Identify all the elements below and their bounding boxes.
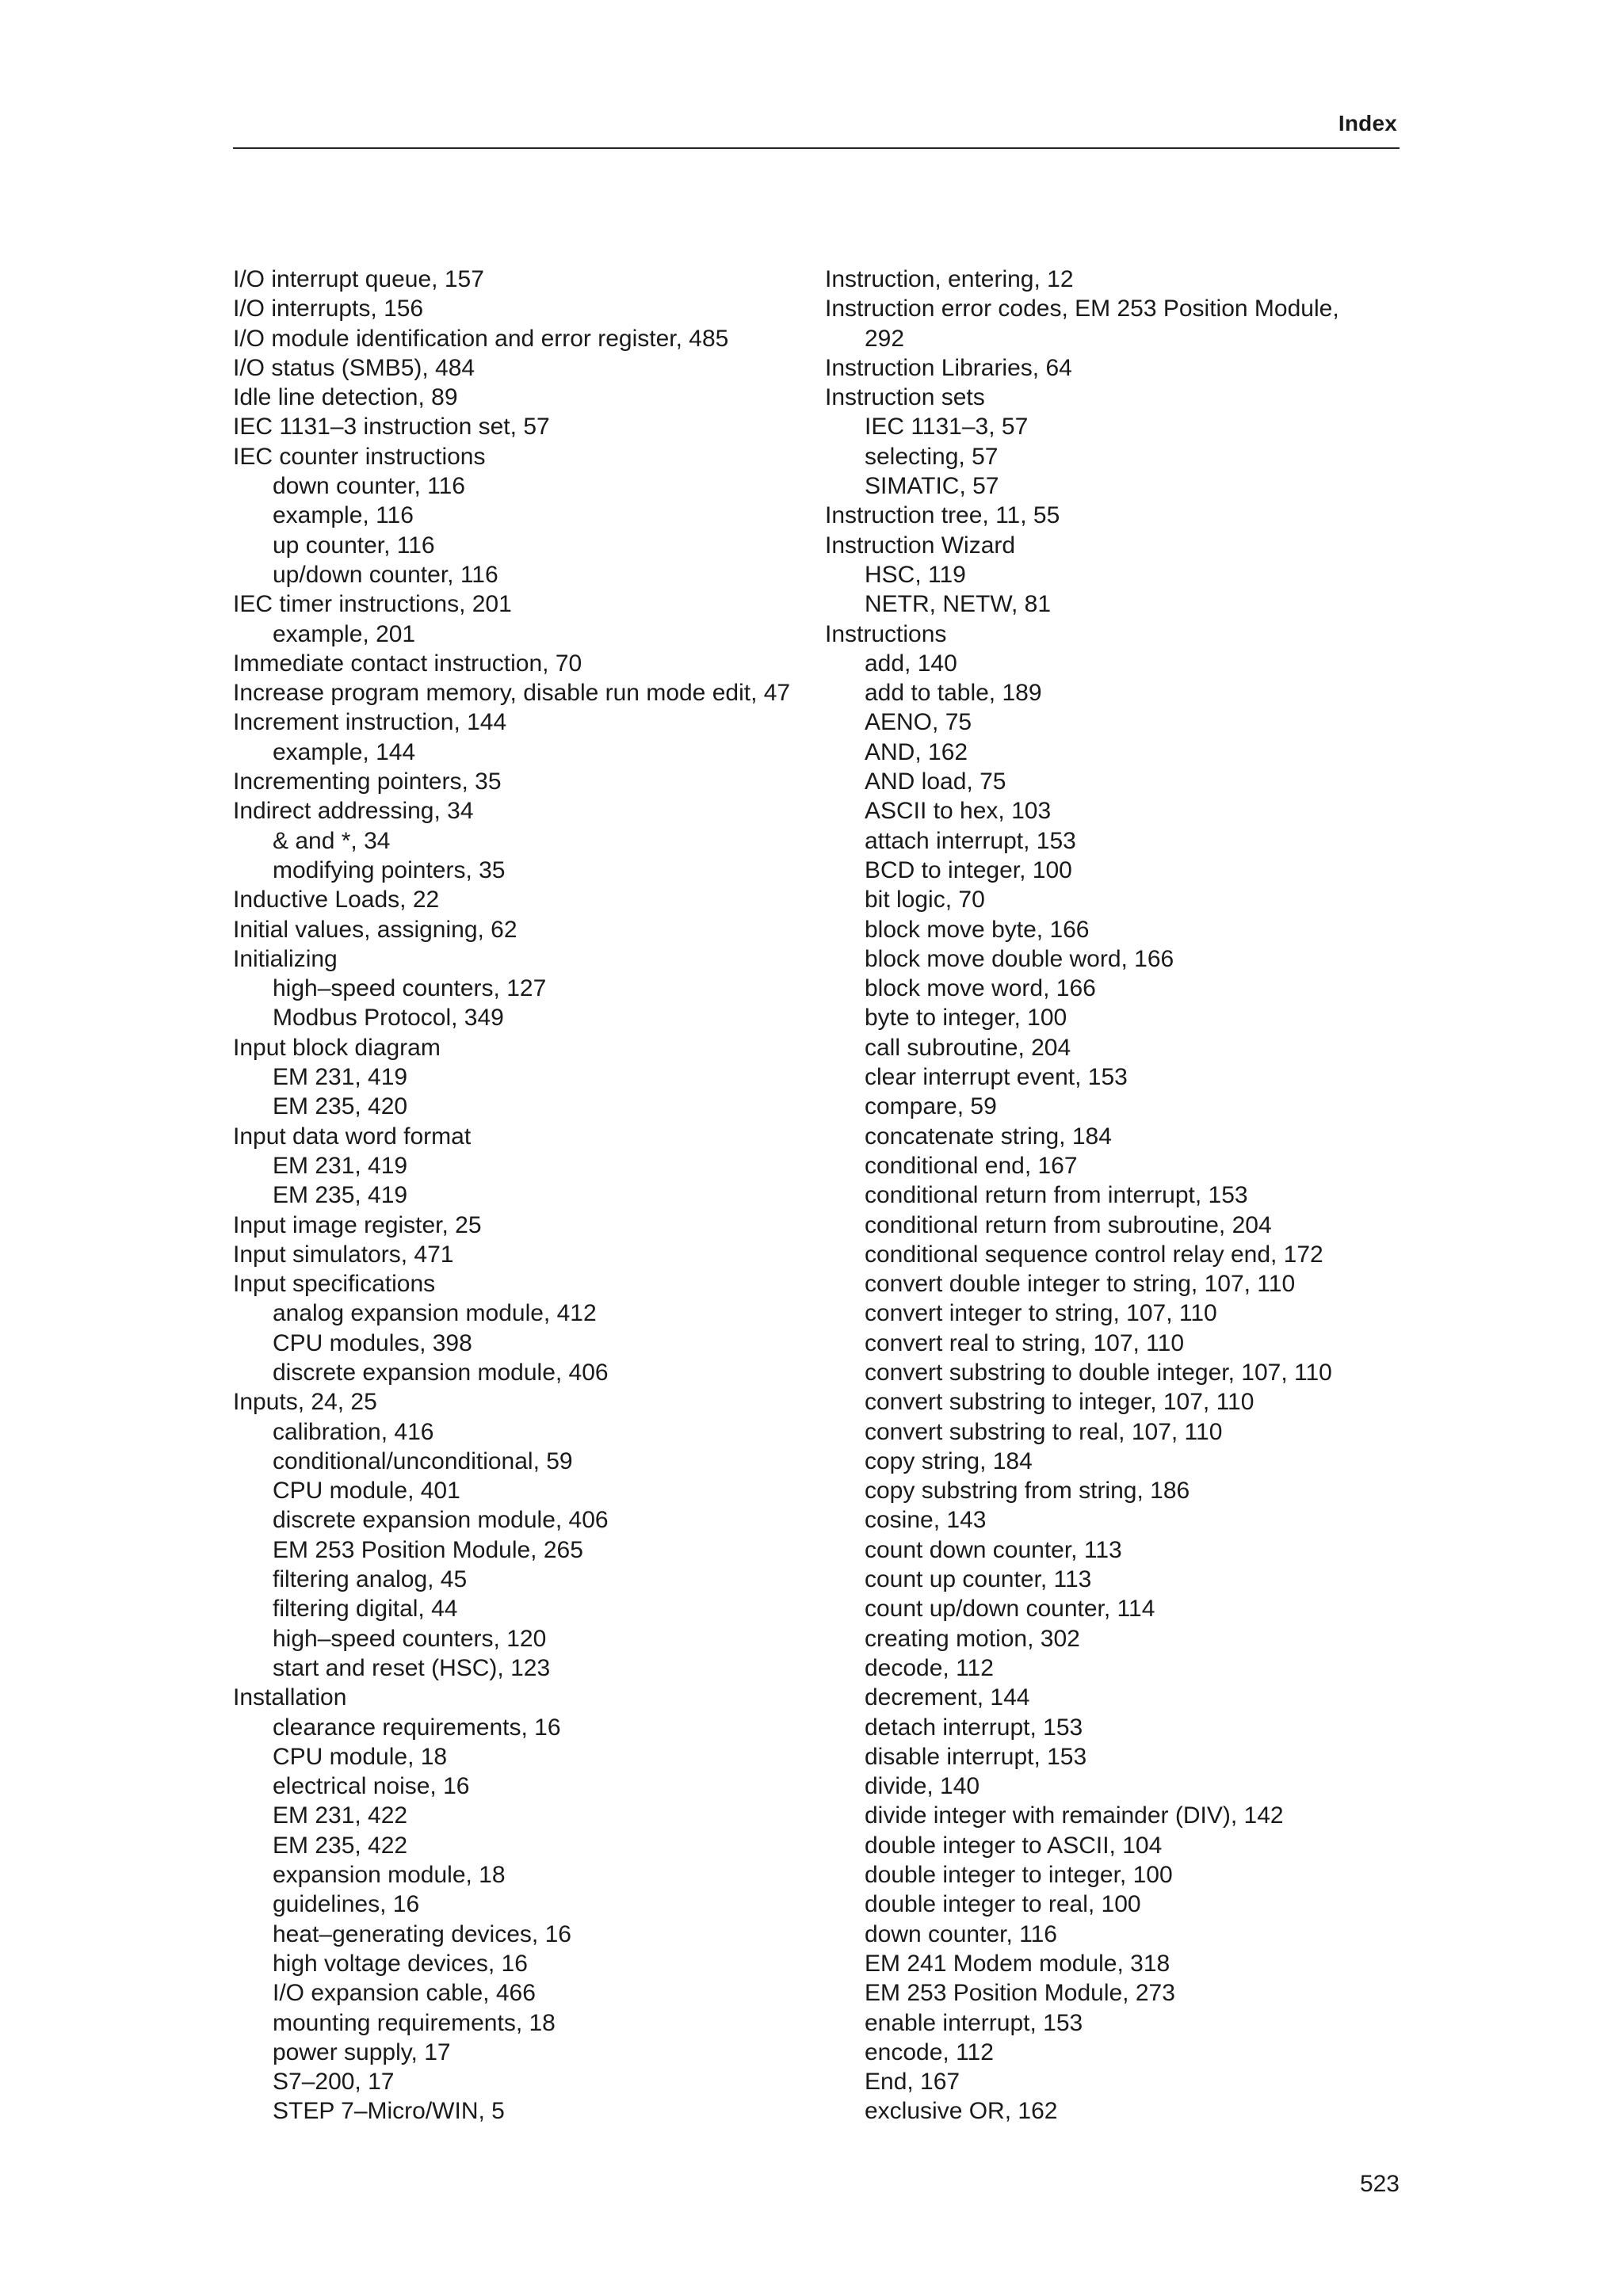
index-subentry: EM 253 Position Module, 273 (865, 1980, 1175, 2007)
page-number: 523 (1359, 2171, 1400, 2197)
index-subentry: AND load, 75 (865, 769, 1006, 795)
index-subentry: EM 241 Modem module, 318 (865, 1950, 1170, 1977)
index-subentry: block move byte, 166 (865, 916, 1090, 943)
index-subentry: EM 231, 419 (273, 1064, 408, 1091)
index-entry: Installation (233, 1684, 347, 1711)
index-subentry: SIMATIC, 57 (865, 473, 999, 500)
index-subentry: filtering digital, 44 (273, 1596, 458, 1623)
index-entry: Incrementing pointers, 35 (233, 769, 502, 795)
index-subentry: copy substring from string, 186 (865, 1478, 1190, 1505)
index-subentry: call subroutine, 204 (865, 1034, 1071, 1061)
index-subentry: ASCII to hex, 103 (865, 798, 1052, 825)
index-subentry: electrical noise, 16 (273, 1773, 470, 1800)
index-entry: Instruction, entering, 12 (825, 266, 1074, 292)
index-subentry: EM 231, 419 (273, 1152, 408, 1179)
index-entry: I/O module identification and error register, 485 (233, 325, 729, 352)
index-subentry: up/down counter, 116 (273, 561, 498, 588)
index-subentry: conditional sequence control relay end, 172 (865, 1241, 1323, 1268)
index-subentry: power supply, 17 (273, 2039, 451, 2065)
index-subentry: clearance requirements, 16 (273, 1714, 561, 1741)
index-subentry: convert integer to string, 107, 110 (865, 1300, 1217, 1327)
index-subentry: EM 253 Position Module, 265 (273, 1536, 583, 1563)
index-subentry: HSC, 119 (865, 561, 966, 588)
index-subentry: EM 231, 422 (273, 1802, 408, 1829)
index-subentry: concatenate string, 184 (865, 1123, 1112, 1150)
index-entry: Increase program memory, disable run mode edit, 47 (233, 680, 791, 707)
index-subentry: attach interrupt, 153 (865, 827, 1076, 854)
index-entry: Instruction Libraries, 64 (825, 354, 1072, 381)
index-subentry: decode, 112 (865, 1654, 994, 1681)
index-subentry: example, 201 (273, 620, 416, 647)
index-subentry: detach interrupt, 153 (865, 1714, 1083, 1741)
index-entry: Input simulators, 471 (233, 1241, 454, 1268)
index-subentry: mounting requirements, 18 (273, 2009, 556, 2036)
index-subentry: disable interrupt, 153 (865, 1743, 1087, 1770)
index-entry: Input specifications (233, 1271, 436, 1298)
index-subentry: enable interrupt, 153 (865, 2009, 1083, 2036)
index-entry: I/O status (SMB5), 484 (233, 354, 475, 381)
index-subentry: EM 235, 422 (273, 1832, 408, 1859)
index-entry: Instructions (825, 620, 947, 647)
index-subentry: CPU module, 18 (273, 1743, 448, 1770)
index-subentry: double integer to real, 100 (865, 1891, 1141, 1918)
index-subentry: AENO, 75 (865, 709, 972, 736)
index-subentry: block move double word, 166 (865, 945, 1174, 972)
index-entry: Input image register, 25 (233, 1211, 482, 1238)
index-subentry: creating motion, 302 (865, 1625, 1080, 1652)
index-subentry: 292 (865, 325, 905, 352)
index-subentry: heat–generating devices, 16 (273, 1920, 571, 1947)
index-subentry: example, 144 (273, 738, 416, 765)
index-subentry: I/O expansion cable, 466 (273, 1980, 536, 2007)
index-subentry: conditional end, 167 (865, 1152, 1078, 1179)
index-entry: I/O interrupt queue, 157 (233, 266, 484, 292)
header-rule (233, 147, 1400, 149)
index-subentry: add to table, 189 (865, 680, 1042, 707)
index-subentry: S7–200, 17 (273, 2069, 395, 2096)
index-subentry: convert double integer to string, 107, 110 (865, 1271, 1296, 1298)
index-subentry: discrete expansion module, 406 (273, 1359, 609, 1386)
index-subentry: conditional return from subroutine, 204 (865, 1211, 1272, 1238)
index-subentry: up counter, 116 (273, 532, 435, 559)
index-entry: IEC 1131–3 instruction set, 57 (233, 414, 550, 441)
index-subentry: clear interrupt event, 153 (865, 1064, 1128, 1091)
index-entry: IEC counter instructions (233, 443, 486, 470)
index-entry: Initializing (233, 945, 338, 972)
index-subentry: count down counter, 113 (865, 1536, 1122, 1563)
index-entry: Instruction sets (825, 384, 985, 411)
index-column-right (825, 265, 1411, 2126)
index-subentry: double integer to ASCII, 104 (865, 1832, 1163, 1859)
index-entry: I/O interrupts, 156 (233, 296, 424, 322)
index-subentry: CPU modules, 398 (273, 1329, 472, 1356)
index-subentry: BCD to integer, 100 (865, 856, 1072, 883)
index-subentry: high–speed counters, 120 (273, 1625, 547, 1652)
index-subentry: selecting, 57 (865, 443, 999, 470)
index-subentry: compare, 59 (865, 1093, 997, 1120)
index-entry: Initial values, assigning, 62 (233, 916, 517, 943)
index-subentry: count up counter, 113 (865, 1566, 1092, 1593)
index-subentry: add, 140 (865, 650, 957, 677)
index-subentry: exclusive OR, 162 (865, 2098, 1058, 2125)
index-subentry: start and reset (HSC), 123 (273, 1654, 551, 1681)
index-entry: Inductive Loads, 22 (233, 887, 440, 913)
index-subentry: IEC 1131–3, 57 (865, 414, 1029, 441)
index-subentry: divide integer with remainder (DIV), 142 (865, 1802, 1284, 1829)
index-subentry: AND, 162 (865, 738, 968, 765)
index-entry: IEC timer instructions, 201 (233, 591, 512, 618)
index-subentry: double integer to integer, 100 (865, 1862, 1173, 1889)
index-subentry: STEP 7–Micro/WIN, 5 (273, 2098, 505, 2125)
index-subentry: CPU module, 401 (273, 1478, 460, 1505)
index-entry: Immediate contact instruction, 70 (233, 650, 582, 677)
index-subentry: EM 235, 419 (273, 1182, 408, 1209)
index-column-left (233, 265, 819, 2126)
index-subentry: decrement, 144 (865, 1684, 1030, 1711)
index-subentry: block move word, 166 (865, 975, 1096, 1002)
index-subentry: calibration, 416 (273, 1418, 434, 1445)
index-subentry: down counter, 116 (273, 473, 465, 500)
index-entry: Inputs, 24, 25 (233, 1389, 377, 1416)
index-subentry: convert substring to double integer, 107, 110 (865, 1359, 1332, 1386)
index-entry: Input data word format (233, 1123, 472, 1150)
index-subentry: EM 235, 420 (273, 1093, 408, 1120)
index-entry: Indirect addressing, 34 (233, 798, 474, 825)
index-subentry: convert substring to real, 107, 110 (865, 1418, 1223, 1445)
index-entry: Instruction Wizard (825, 532, 1016, 559)
running-header-title: Index (1338, 111, 1397, 135)
index-subentry: example, 116 (273, 502, 414, 529)
index-subentry: conditional/unconditional, 59 (273, 1447, 573, 1474)
index-subentry: bit logic, 70 (865, 887, 985, 913)
index-subentry: high voltage devices, 16 (273, 1950, 528, 1977)
index-subentry: down counter, 116 (865, 1920, 1057, 1947)
index-subentry: analog expansion module, 412 (273, 1300, 597, 1327)
index-subentry: guidelines, 16 (273, 1891, 420, 1918)
index-subentry: End, 167 (865, 2069, 960, 2096)
index-entry: Increment instruction, 144 (233, 709, 507, 736)
index-subentry: byte to integer, 100 (865, 1005, 1067, 1032)
index-subentry: copy string, 184 (865, 1447, 1033, 1474)
index-subentry: count up/down counter, 114 (865, 1596, 1155, 1623)
index-subentry: filtering analog, 45 (273, 1566, 468, 1593)
index-subentry: modifying pointers, 35 (273, 856, 506, 883)
index-subentry: conditional return from interrupt, 153 (865, 1182, 1248, 1209)
index-subentry: divide, 140 (865, 1773, 980, 1800)
index-subentry: discrete expansion module, 406 (273, 1507, 609, 1534)
index-entry: Idle line detection, 89 (233, 384, 458, 411)
index-subentry: NETR, NETW, 81 (865, 591, 1052, 618)
index-subentry: convert real to string, 107, 110 (865, 1329, 1185, 1356)
index-subentry: Modbus Protocol, 349 (273, 1005, 504, 1032)
index-subentry: convert substring to integer, 107, 110 (865, 1389, 1254, 1416)
index-entry: Input block diagram (233, 1034, 441, 1061)
index-subentry: high–speed counters, 127 (273, 975, 547, 1002)
index-subentry: & and *, 34 (273, 827, 391, 854)
index-subentry: expansion module, 18 (273, 1862, 506, 1889)
index-entry: Instruction error codes, EM 253 Position Module, (825, 296, 1339, 322)
index-entry: Instruction tree, 11, 55 (825, 502, 1060, 529)
index-subentry: cosine, 143 (865, 1507, 987, 1534)
index-subentry: encode, 112 (865, 2039, 994, 2065)
